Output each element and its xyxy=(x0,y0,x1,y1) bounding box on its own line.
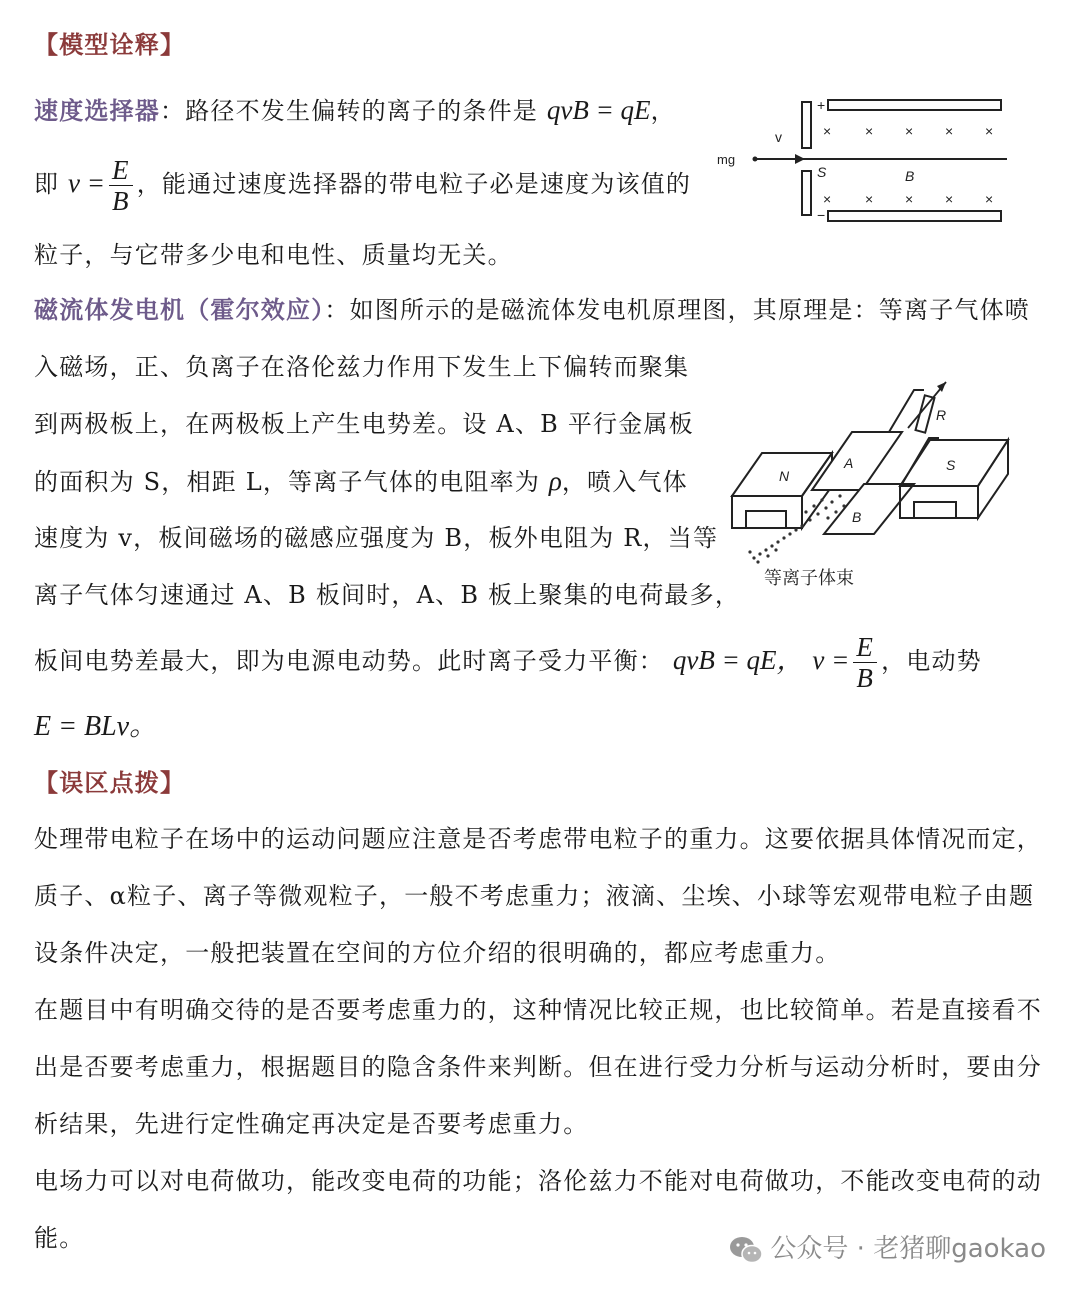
bottom-plate xyxy=(828,211,1001,221)
pitfall-p2-line-3: 析结果，先进行定性确定再决定是否要考虑重力。 xyxy=(34,1110,589,1138)
velocity-selector-diagram xyxy=(715,92,1015,227)
label-b: B xyxy=(905,168,915,184)
field-cross: × xyxy=(865,123,874,139)
mhd-line-7: 板间电势差最大，即为电源电动势。此时离子受力平衡： qvB = qE， v = $\frac{E}{B}$ ，电动势 xyxy=(34,632,982,693)
section-heading-model: 【模型诠释】 xyxy=(34,30,186,59)
field-cross: × xyxy=(905,191,914,207)
mhd-line-4: 的面积为 S，相距 L，等离子气体的电阻率为 ρ，喷入气体 xyxy=(34,466,688,496)
field-cross: × xyxy=(945,191,954,207)
pitfall-p1-line-3: 设条件决定，一般把装置在空间的方位介绍的很明确的，都应考虑重力。 xyxy=(34,939,841,967)
watermark-text: 公众号 · 老猪聊gaokao xyxy=(770,1234,1046,1264)
velocity-selector-line-1: 速度选择器：路径不发生偏转的离子的条件是 qvB = qE， xyxy=(34,95,676,125)
label-s: S xyxy=(946,457,956,473)
field-cross: × xyxy=(823,123,832,139)
mhd-line-2: 入磁场，正、负离子在洛伦兹力作用下发生上下偏转而聚集 xyxy=(34,353,690,381)
mhd-generator-diagram xyxy=(724,378,1034,598)
mhd-line-6: 离子气体匀速通过 A、B 板间时，A、B 板上聚集的电荷最多， xyxy=(34,581,741,609)
pitfall-p1-line-2: 质子、α粒子、离子等微观粒子，一般不考虑重力；液滴、尘埃、小球等宏观带电粒子由题 xyxy=(34,882,1035,910)
magnetic-field-crosses xyxy=(823,123,993,207)
mhd-line-3: 到两极板上，在两极板上产生电势差。设 A、B 平行金属板 xyxy=(34,410,694,438)
velocity-selector-line-2: 即 v = $\frac{E}{B}$ ，能通过速度选择器的带电粒子必是速度为该值的 xyxy=(34,155,692,216)
mhd-line-5: 速度为 v，板间磁场的磁感应强度为 B，板外电阻为 R，当等 xyxy=(34,524,719,552)
pitfall-p3-line-2: 能。 xyxy=(34,1224,85,1252)
pitfall-p2-line-2: 出是否要考虑重力，根据题目的隐含条件来判断。但在进行受力分析与运动分析时，要由分 xyxy=(34,1053,1042,1081)
wechat-icon xyxy=(728,1235,764,1265)
label-r: R xyxy=(936,407,947,423)
label-v: v xyxy=(775,129,782,145)
wire-bottom xyxy=(902,438,939,484)
top-plate xyxy=(828,100,1001,110)
particle-dot xyxy=(753,157,758,162)
rho-symbol: ρ xyxy=(548,466,562,496)
mhd-line-1: 磁流体发电机（霍尔效应）：如图所示的是磁流体发电机原理图，其原理是：等离子气体喷 xyxy=(34,295,1031,324)
field-cross: × xyxy=(985,123,994,139)
field-cross: × xyxy=(945,123,954,139)
label-b: B xyxy=(852,509,862,525)
label-s: S xyxy=(817,164,827,180)
figure-caption: 等离子体束 xyxy=(764,568,854,588)
term-velocity-selector: 速度选择器 xyxy=(34,96,160,125)
plus-sign: + xyxy=(817,97,826,113)
field-cross: × xyxy=(905,123,914,139)
fraction-e-over-b: $\frac{E}{B}$ xyxy=(109,155,133,216)
velocity-selector-text: 路径不发生偏转的离子的条件是 xyxy=(185,97,539,125)
force-balance-equation: qvB = qE， xyxy=(672,645,804,675)
fraction-e-over-b-2: $\frac{E}{B}$ xyxy=(853,632,877,693)
emf-equation: E = BLv。 xyxy=(34,711,158,742)
pitfall-p3-line-1: 电场力可以对电荷做功，能改变电荷的功能；洛伦兹力不能对电荷做功，不能改变电荷的动 xyxy=(34,1167,1042,1195)
term-mhd-generator: 磁流体发电机（霍尔效应） xyxy=(34,295,325,324)
field-cross: × xyxy=(823,191,832,207)
field-cross: × xyxy=(865,191,874,207)
magnet-s xyxy=(900,440,1008,518)
resistor-r xyxy=(916,395,935,432)
minus-sign: − xyxy=(817,207,826,223)
watermark xyxy=(728,1228,1046,1265)
balance-equation: qvB = qE xyxy=(546,95,651,125)
upper-slit-plate xyxy=(802,102,811,148)
path-arrow-icon xyxy=(795,154,805,164)
lower-slit-plate xyxy=(802,171,811,215)
section-heading-pitfalls: 【误区点拨】 xyxy=(34,768,186,797)
pitfall-p1-line-1: 处理带电粒子在场中的运动问题应注意是否考虑带电粒子的重力。这要依据具体情况而定， xyxy=(34,825,1042,853)
label-mg: mg xyxy=(717,152,736,167)
field-cross: × xyxy=(985,191,994,207)
pitfall-p2-line-1: 在题目中有明确交待的是否要考虑重力的，这种情况比较正规，也比较简单。若是直接看不 xyxy=(34,996,1042,1024)
label-a: A xyxy=(844,455,854,471)
velocity-selector-line-3: 粒子，与它带多少电和电性、质量均无关。 xyxy=(34,241,513,269)
label-n: N xyxy=(779,468,790,484)
